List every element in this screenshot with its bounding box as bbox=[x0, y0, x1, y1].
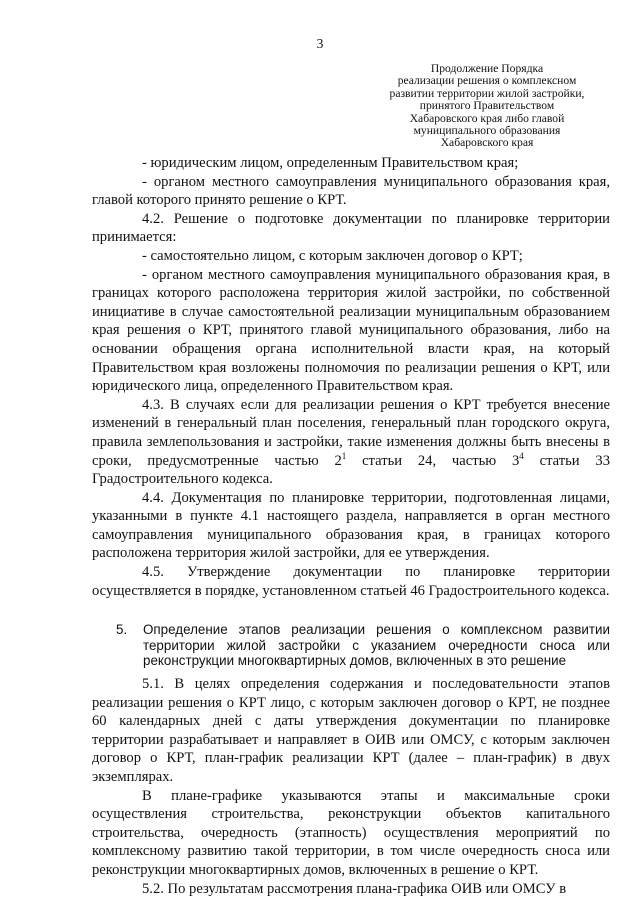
paragraph: 4.5. Утверждение документации по планировке территории осуществляется в порядке, установленном статьей 46 Градостроительного кодекса. bbox=[92, 564, 610, 599]
section-number: 5. bbox=[116, 622, 128, 638]
section-title: Определение этапов реализации решения о комплексном развитии территории жилой застройки с указанием очередности сноса или реконструкции многоквартирных домов, включенных в это решение bbox=[143, 622, 610, 669]
header-note-line: муниципального образования bbox=[413, 124, 561, 138]
paragraph-text: статьи 24, частью 3 bbox=[346, 452, 520, 469]
paragraph: 5.1. В целях определения содержания и последовательности этапов реализации решения о КРТ лицо, с которым заключен договор о КРТ, не позднее 60 календарных дней с даты утверждения документации по планировке территории разрабатывает и направляет в ОИВ или ОМСУ, с которым заключен договор о КРТ, план-график реализации КРТ (далее – план-график) в двух экземплярах. bbox=[92, 676, 610, 785]
header-note-line: Продолжение Порядка bbox=[430, 62, 544, 75]
page-number: 3 bbox=[316, 36, 324, 51]
paragraph-text: 4.3. В случаях если для реализации решения о КРТ требуется внесение изменений в генеральный план поселения, генеральный план городского округа, правила землепользования и застройки, такие изменения должны быть внесены в сроки, предусмотренные частью 2 bbox=[92, 396, 610, 469]
header-note-line: развитии территории жилой застройки, bbox=[389, 86, 585, 100]
paragraph: 5.2. По результатам рассмотрения плана-графика ОИВ или ОМСУ в bbox=[142, 880, 567, 897]
header-note-line: принятого Правительством bbox=[419, 99, 555, 113]
header-note bbox=[382, 63, 592, 150]
superscript: 4 bbox=[519, 450, 524, 461]
paragraph: В плане-графике указываются этапы и максимальные сроки осуществления строительства, реконструкции объектов капитального строительства, очередность (этапность) осуществления мероприятий по комплексному развитию такой территории, в том числе очередность сноса или реконструкции многоквартирных домов, включенных в решение о КРТ. bbox=[92, 787, 610, 878]
header-note-line: реализации решения о комплексном bbox=[397, 74, 577, 88]
paragraph: 4.4. Документация по планировке территории, подготовленная лицами, указанными в пункте 4.1 настоящего раздела, направляется в орган местного самоуправления муниципального образования края, в границах которого расположена территория жилой застройки, для ее утверждения. bbox=[92, 489, 610, 562]
paragraph: - самостоятельно лицом, с которым заключен договор о КРТ; bbox=[142, 247, 523, 264]
paragraph: 4.2. Решение о подготовке документации по планировке территории принимается: bbox=[92, 210, 610, 246]
paragraph-text: статьи 33 Градостроительного кодекса. bbox=[92, 452, 610, 488]
paragraph: - органом местного самоуправления муниципального образования края, в границах которого расположена территория жилой застройки, по собственной инициативе в случае самостоятельной реализации муниципальным образованием края решения о КРТ, принятого главой муниципального образования, либо на основании обращения органа исполнительной власти края, на который Правительством края возложены полномочия по реализации решения о КРТ, или юридического лица, определенного Правительством края. bbox=[92, 266, 610, 395]
paragraph: - органом местного самоуправления муниципального образования края, главой которого принято решение о КРТ. bbox=[92, 173, 610, 209]
paragraph: - юридическим лицом, определенным Правительством края; bbox=[142, 155, 519, 171]
header-note-line: Хабаровского края либо главой bbox=[409, 111, 565, 125]
document-body bbox=[92, 154, 610, 898]
superscript: 1 bbox=[341, 450, 347, 461]
section-heading bbox=[92, 622, 610, 669]
header-note-line: Хабаровского края bbox=[440, 136, 534, 150]
paragraph-with-superscripts bbox=[92, 396, 610, 489]
